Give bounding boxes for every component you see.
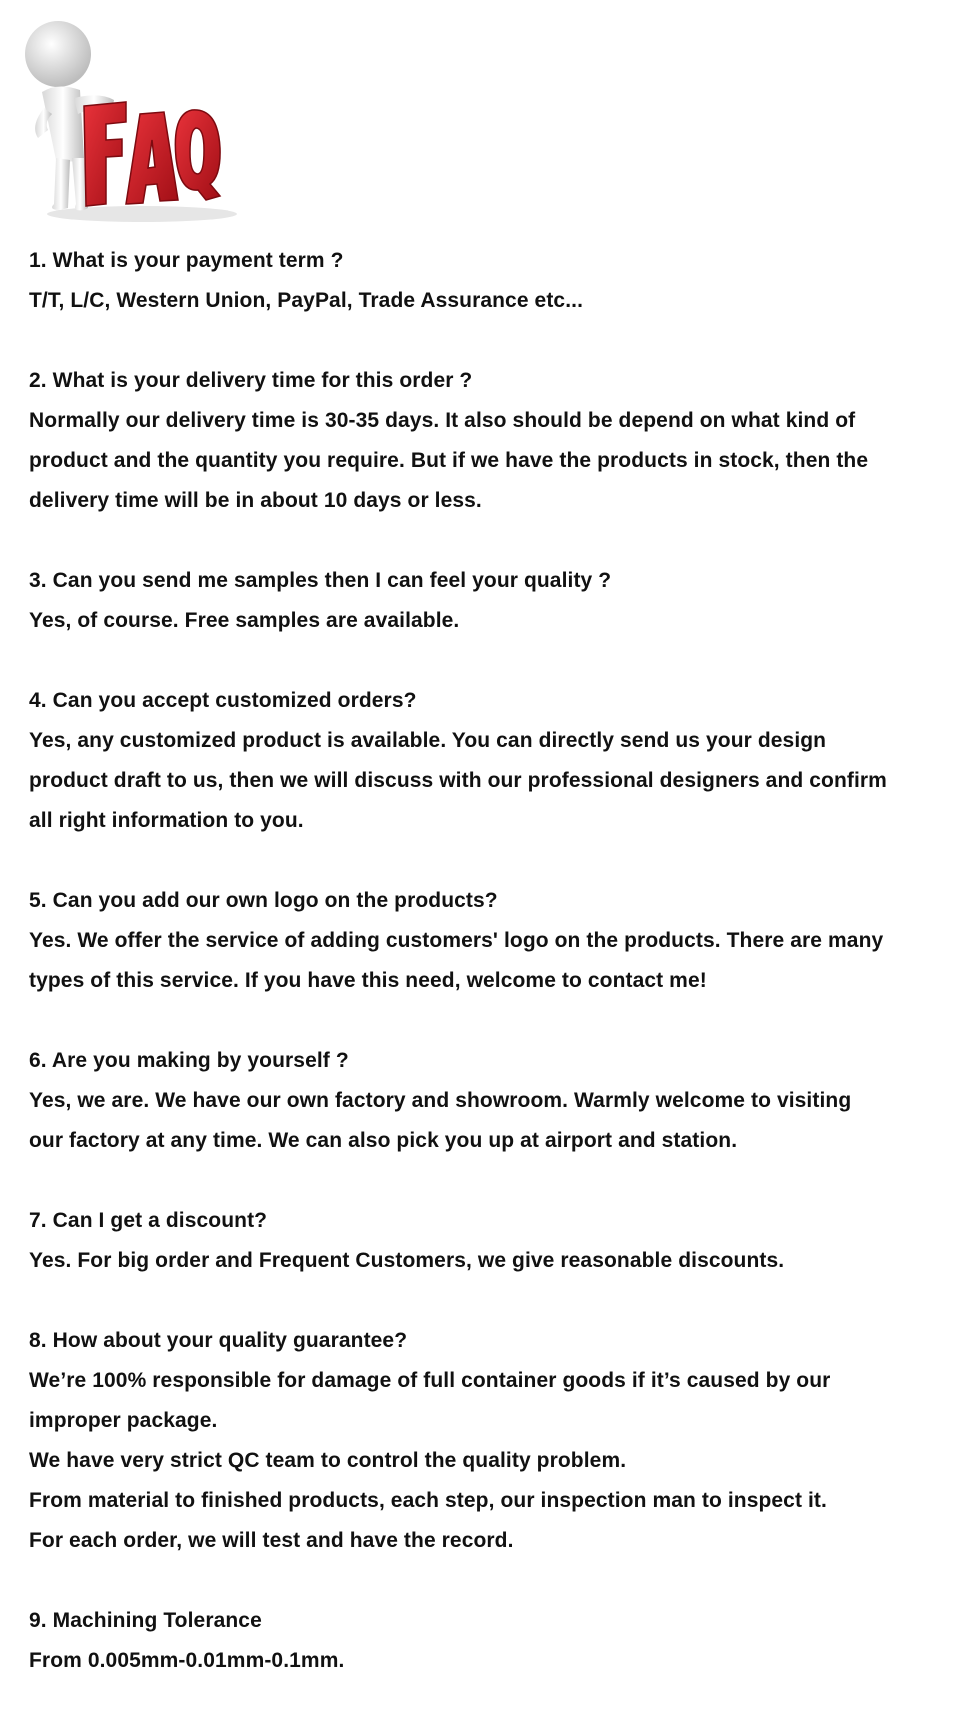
faq-figure-icon	[22, 18, 252, 228]
faq-item	[29, 1601, 949, 1681]
faq-list	[29, 241, 949, 1721]
faq-logo	[22, 18, 252, 228]
faq-answer-line: From material to finished products, each step, our inspection man to inspect it.	[29, 1489, 827, 1512]
faq-question: 3. Can you send me samples then I can feel your quality ?	[29, 569, 612, 592]
faq-question: 6. Are you making by yourself ?	[29, 1049, 349, 1072]
faq-answer-line: Normally our delivery time is 30-35 days. It also should be depend on what kind of	[29, 409, 856, 432]
faq-answer-line: Yes. For big order and Frequent Customers, we give reasonable discounts.	[29, 1249, 785, 1272]
faq-answer-line: From 0.005mm-0.01mm-0.1mm.	[29, 1649, 345, 1672]
faq-answer-line: Yes, any customized product is available. You can directly send us your design	[29, 729, 827, 752]
faq-item	[29, 881, 949, 1001]
faq-answer-line: We have very strict QC team to control the quality problem.	[29, 1449, 627, 1472]
faq-answer-line: T/T, L/C, Western Union, PayPal, Trade Assurance etc...	[29, 289, 584, 312]
faq-answer-line: Yes. We offer the service of adding customers' logo on the products. There are many	[29, 929, 884, 952]
faq-question: 9. Machining Tolerance	[29, 1609, 262, 1632]
faq-answer-line: improper package.	[29, 1409, 218, 1432]
faq-answer-line: Yes, we are. We have our own factory and showroom. Warmly welcome to visiting	[29, 1089, 852, 1112]
faq-question: 7. Can I get a discount?	[29, 1209, 268, 1232]
faq-answer-line: delivery time will be in about 10 days or less.	[29, 489, 482, 512]
faq-item	[29, 561, 949, 641]
faq-question: 2. What is your delivery time for this order ?	[29, 369, 473, 392]
faq-answer-line: product draft to us, then we will discuss with our professional designers and confirm	[29, 769, 887, 792]
faq-item	[29, 241, 949, 321]
faq-item	[29, 681, 949, 841]
faq-answer-line: all right information to you.	[29, 809, 304, 832]
faq-answer-line: types of this service. If you have this need, welcome to contact me!	[29, 969, 707, 992]
faq-item	[29, 1321, 949, 1561]
faq-question: 1. What is your payment term ?	[29, 249, 344, 272]
faq-answer-line: product and the quantity you require. But if we have the products in stock, then the	[29, 449, 869, 472]
faq-item	[29, 1201, 949, 1281]
faq-item	[29, 1041, 949, 1161]
faq-answer-line: For each order, we will test and have the record.	[29, 1529, 514, 1552]
faq-item	[29, 361, 949, 521]
faq-question: 4. Can you accept customized orders?	[29, 689, 417, 712]
faq-question: 5. Can you add our own logo on the products?	[29, 889, 498, 912]
faq-answer-line: Yes, of course. Free samples are available.	[29, 609, 460, 632]
faq-question: 8. How about your quality guarantee?	[29, 1329, 408, 1352]
faq-answer-line: our factory at any time. We can also pick you up at airport and station.	[29, 1129, 738, 1152]
faq-answer-line: We’re 100% responsible for damage of full container goods if it’s caused by our	[29, 1369, 831, 1392]
